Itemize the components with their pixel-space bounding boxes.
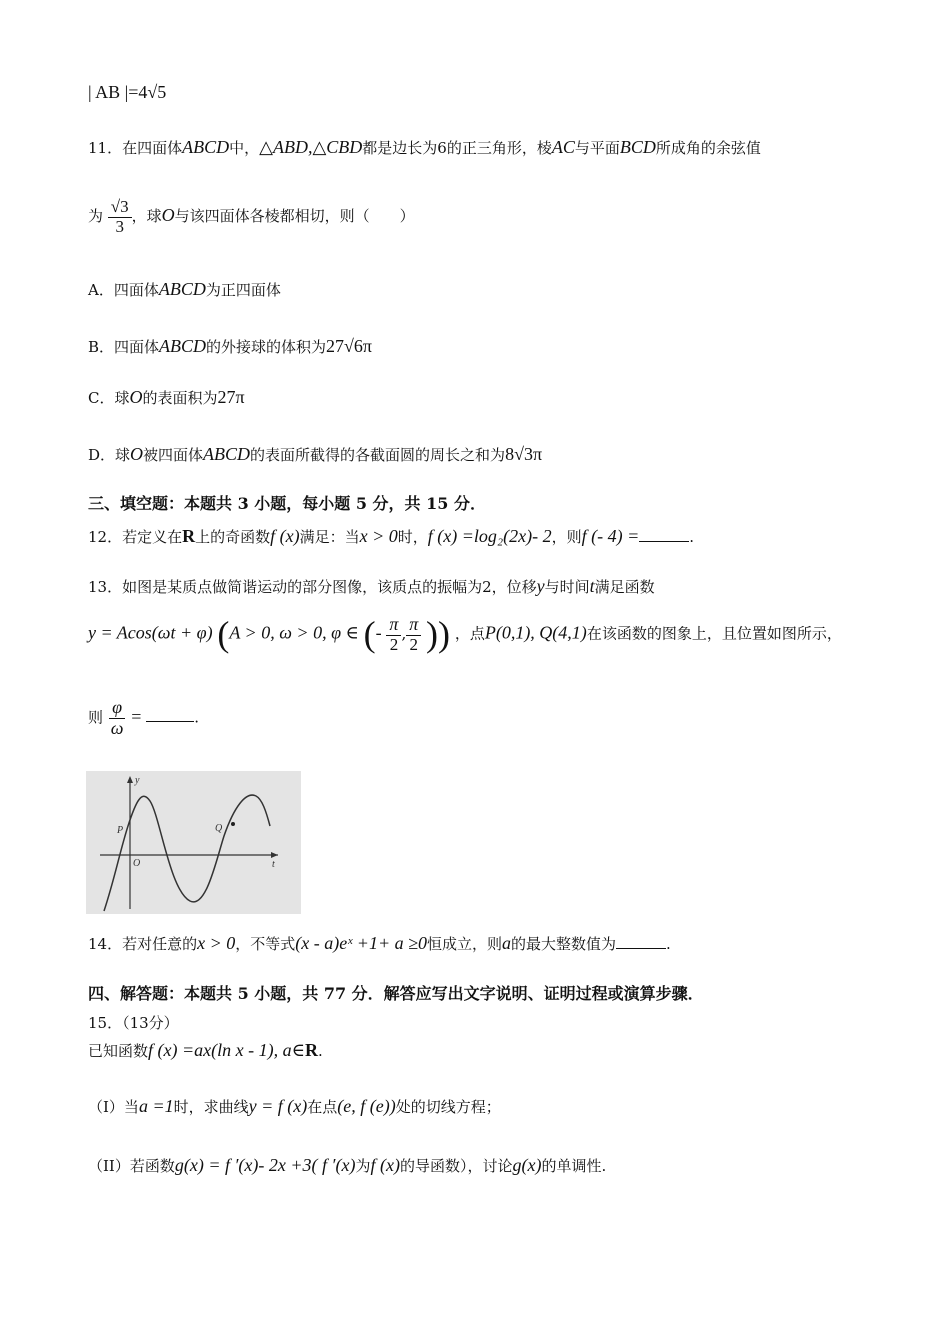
q15-text: 时，求曲线 [173, 1098, 249, 1116]
q14-math: x > 0 [197, 933, 236, 953]
fraction-denominator: 2 [409, 634, 418, 654]
q13-text: 则 [88, 708, 104, 727]
answer-fragment [88, 82, 166, 104]
phi-over-omega [108, 698, 127, 739]
q14-text: 14．若对任意的 [88, 935, 198, 953]
q15-text: . [317, 1042, 323, 1060]
option-text: B．四面体 [88, 338, 160, 356]
q14-text: . [666, 935, 671, 953]
option-math: 27√6π [326, 336, 373, 356]
option-text: 的外接球的体积为 [206, 338, 327, 356]
q15-text: （II）若函数 [88, 1157, 175, 1175]
q12 [88, 526, 694, 548]
option-math: ABCD [203, 444, 251, 464]
q15-text: 为 [355, 1157, 371, 1175]
q15-part2 [88, 1155, 606, 1177]
fraction-numerator: π [406, 615, 421, 636]
q15-math: f (x) [370, 1155, 400, 1175]
fraction-denominator: 2 [389, 634, 399, 654]
ab-length: | AB |=4√5 [88, 82, 167, 102]
q13-math: ‑ [375, 622, 382, 643]
option-math: ABCD [158, 279, 206, 299]
q12-text: 满足：当 [299, 528, 360, 546]
q12-text: 12．若定义在 [88, 528, 183, 546]
paren-open: ( [363, 614, 376, 654]
q15-text: 处的切线方程； [395, 1098, 501, 1116]
q15-math: (e, f (e)) [337, 1096, 396, 1116]
option-c [88, 387, 245, 409]
q13-math: y [536, 576, 545, 596]
option-d [88, 444, 542, 466]
paren-close: )) [426, 614, 451, 654]
q12-math: f (‑ 4) = [581, 526, 640, 546]
q15-math: R [304, 1040, 318, 1060]
answer-blank [616, 934, 666, 949]
q11-math: BCD [619, 137, 656, 157]
q15-text: （I）当 [88, 1098, 139, 1116]
q11-text: 与该四面体各棱都相切，则（ ） [174, 207, 415, 226]
q13-text: . [194, 708, 200, 727]
q11-math: O [161, 205, 175, 226]
q15-math: y = f (x) [248, 1096, 308, 1116]
q13-math: A > 0, ω > 0, φ ∈ [229, 622, 359, 643]
q11-text: 为 [88, 207, 104, 226]
answer-blank [146, 707, 194, 722]
fraction-numerator: √3 [108, 198, 132, 218]
p-label: P [117, 825, 124, 836]
q15-function [88, 1040, 323, 1062]
origin-label: O [133, 858, 141, 869]
option-text: A．四面体 [88, 281, 159, 299]
option-text: 的表面积为 [142, 389, 218, 407]
q15-text: 在点 [307, 1098, 338, 1116]
q-label: Q [215, 823, 223, 834]
figure-background [86, 771, 301, 914]
q15-text: 的单调性. [541, 1157, 607, 1175]
q11-text: 中， [229, 139, 260, 157]
option-math: 27π [217, 387, 245, 407]
t-label: t [272, 859, 275, 870]
q15-part1 [88, 1096, 501, 1118]
q12-math: f (x) [270, 526, 300, 546]
answer-blank [639, 527, 689, 542]
q12-math: R [182, 526, 196, 546]
q13-text: ，点 [454, 624, 485, 643]
q11-math: AC [551, 137, 575, 157]
option-math: O [130, 444, 144, 464]
q11-text: 都是边长为6的正三角形，棱 [362, 139, 552, 157]
q11-text: ，球 [131, 207, 162, 226]
q14-math: (x ‑ a)eˣ +1+ a ≥0 [295, 933, 427, 953]
q13-text: 13．如图是某质点做简谐运动的部分图像，该质点的振幅为2，位移 [88, 578, 537, 596]
sqrt3-over-3-fraction [108, 198, 132, 236]
q14-text: 恒成立，则 [426, 935, 502, 953]
q12-math: f (x) =log₂(2x)‑ 2 [427, 526, 552, 546]
q15-math: a =1 [138, 1096, 174, 1116]
harmonic-motion-graph [86, 771, 301, 914]
q15-header: 15．（13分） [88, 1014, 179, 1032]
q11-math: △ABD,△CBD [259, 137, 363, 157]
q11-stem-line2 [88, 198, 415, 236]
q11-text: 所成角的余弦值 [655, 139, 761, 157]
option-math: 8√3π [505, 444, 543, 464]
q15-math: ( f ′(x) [311, 1155, 356, 1175]
q12-text: ，则 [551, 528, 582, 546]
y-label: y [135, 775, 140, 786]
q14 [88, 933, 671, 955]
option-text: C．球 [88, 389, 130, 407]
fraction-denominator: ω [110, 717, 124, 738]
q14-text: 的最大整数值为 [510, 935, 616, 953]
q12-math: x > 0 [359, 526, 398, 546]
q11-stem [88, 137, 761, 159]
q13-text: 与时间 [544, 578, 590, 596]
q11-math: ABCD [182, 137, 230, 157]
q12-text: 时， [397, 528, 428, 546]
q12-text: . [689, 528, 695, 546]
q13-ask [88, 698, 199, 739]
q15-text: 的导函数），讨论 [399, 1157, 513, 1175]
fraction-denominator: 3 [115, 216, 124, 236]
q12-text: 上的奇函数 [195, 528, 271, 546]
q14-math: a [501, 933, 511, 953]
fraction-numerator: π [386, 615, 401, 636]
option-b [88, 336, 372, 358]
section-heading-solutions: 四、解答题：本题共 5 小题，共 77 分．解答应写出文字说明、证明过程或演算步骤． [88, 984, 704, 1003]
q15-math: g(x) [512, 1155, 542, 1175]
pi-over-2 [406, 615, 421, 654]
q13-math: P(0,1), Q(4,1) [484, 622, 587, 643]
q13-math: t [589, 576, 595, 596]
q13-text: 满足函数 [594, 578, 655, 596]
option-text: 的表面所截得的各截面圆的周长之和为 [250, 446, 506, 464]
neg-pi-over-2 [386, 615, 401, 654]
q13-text: 在该函数的图象上，且位置如图所示， [586, 624, 842, 643]
q13-math: y = Acos(ωt + φ) [88, 622, 213, 643]
q13-function-line: y = Acos(ωt + φ) (A > 0, ω > 0, φ ∈ (‑ $\frac{\pi}{2}$ , $\frac{\pi}{2}$ )) ，点P(0,1), Q(4,1)在该函数的图象上，且位置如图所示， [88, 613, 842, 654]
fraction-numerator: φ [109, 698, 125, 719]
q11-text: 与平面 [574, 139, 620, 157]
q13-math: = [131, 706, 142, 727]
q15-math: g(x) = f ′(x)‑ 2x +3 [174, 1155, 312, 1175]
q11-text: 11．在四面体 [88, 139, 183, 157]
q15-text: 已知函数 [88, 1042, 149, 1060]
point-q [231, 822, 235, 826]
paren-open: ( [217, 614, 230, 654]
option-text: D．球 [88, 446, 131, 464]
section-heading-fill-in: 三、填空题：本题共 3 小题，每小题 5 分，共 15 分． [88, 494, 486, 513]
option-text: 被四面体 [143, 446, 204, 464]
q15-math: f (x) =ax(ln x ‑ 1), a∈ [148, 1040, 305, 1060]
option-a [88, 279, 281, 301]
option-math: O [129, 387, 143, 407]
q14-text: ，不等式 [235, 935, 296, 953]
option-text: 为正四面体 [205, 281, 281, 299]
option-math: ABCD [159, 336, 207, 356]
q13-stem [88, 576, 655, 598]
